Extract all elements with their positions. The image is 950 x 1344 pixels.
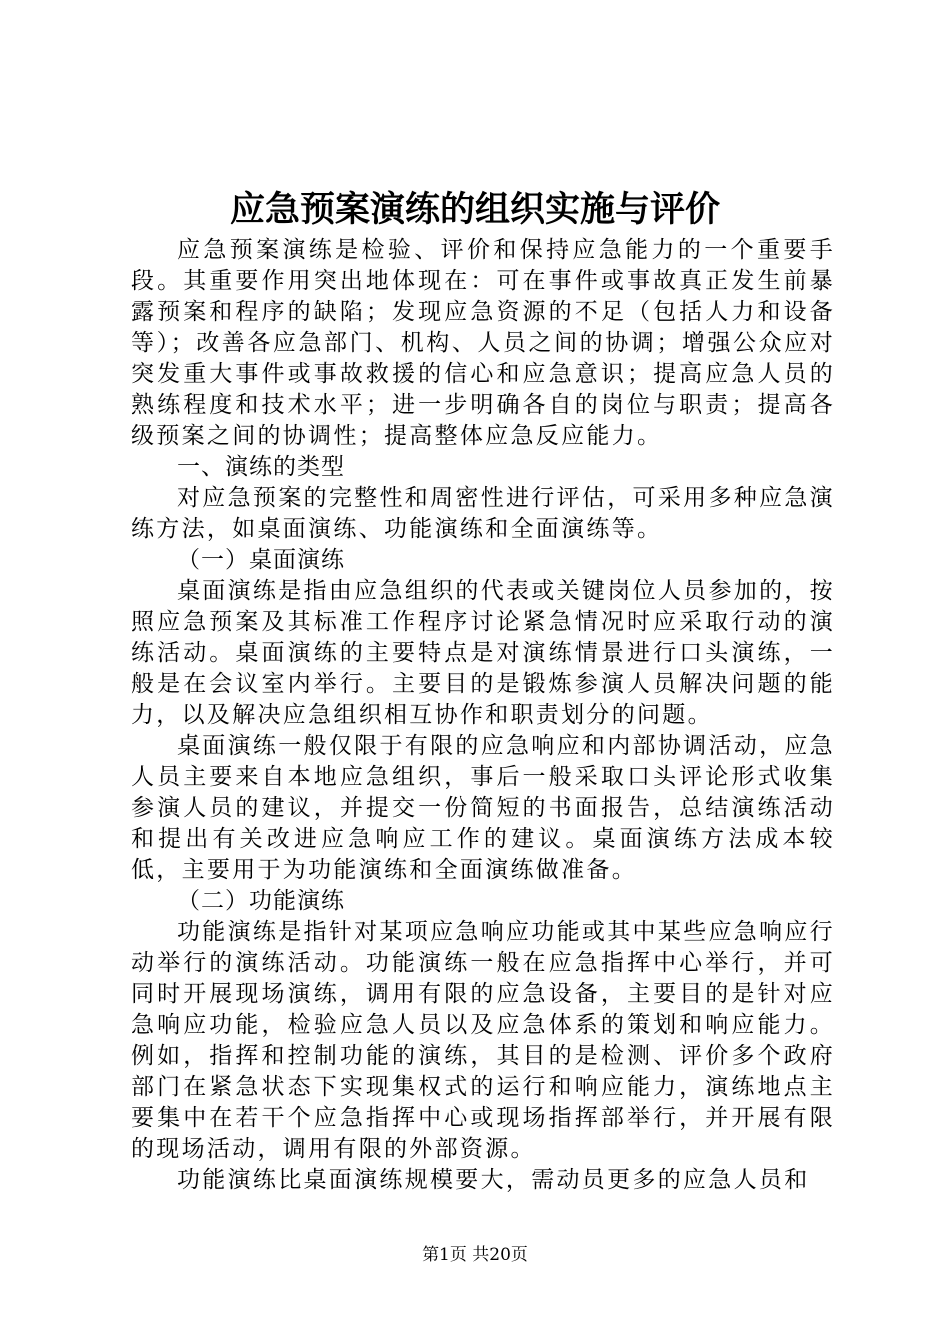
subsection-heading: （二）功能演练 bbox=[177, 888, 345, 914]
document-body bbox=[131, 235, 835, 1196]
subsection-heading: （一）桌面演练 bbox=[177, 547, 345, 573]
paragraph: 功能演练比桌面演练规模要大，需动员更多的应急人员和 bbox=[177, 1167, 810, 1193]
document-title: 应急预案演练的组织实施与评价 bbox=[229, 189, 720, 230]
paragraph: 功能演练是指针对某项应急响应功能或其中某些应急响应行动举行的演练活动。功能演练一般在应急指挥中心举行，并可同时开展现场演练，调用有限的应急设备，主要目的是针对应急响应功能，检验应急人员以及应急体系的策划和响应能力。例如，指挥和控制功能的演练，其目的是检测、评价多个政府部门在紧急状态下实现集权式的运行和响应能力，演练地点主要集中在若干个应急指挥中心或现场指挥部举行，并开展有限的现场活动，调用有限的外部资源。 bbox=[131, 919, 835, 1162]
paragraph: 对应急预案的完整性和周密性进行评估，可采用多种应急演练方法，如桌面演练、功能演练和全面演练等。 bbox=[131, 485, 835, 542]
paragraph: 应急预案演练是检验、评价和保持应急能力的一个重要手段。其重要作用突出地体现在：可在事件或事故真正发生前暴露预案和程序的缺陷；发现应急资源的不足（包括人力和设备等）；改善各应急部门、机构、人员之间的协调；增强公众应对突发重大事件或事故救援的信心和应急意识；提高应急人员的熟练程度和技术水平；进一步明确各自的岗位与职责；提高各级预案之间的协调性；提高整体应急反应能力。 bbox=[131, 237, 835, 449]
paragraph: 桌面演练一般仅限于有限的应急响应和内部协调活动，应急人员主要来自本地应急组织，事后一般采取口头评论形式收集参演人员的建议，并提交一份简短的书面报告，总结演练活动和提出有关改进应急响应工作的建议。桌面演练方法成本较低，主要用于为功能演练和全面演练做准备。 bbox=[131, 733, 835, 883]
page-number-footer: 第1页 共20页 bbox=[422, 1245, 528, 1265]
paragraph: 桌面演练是指由应急组织的代表或关键岗位人员参加的，按照应急预案及其标准工作程序讨论紧急情况时应采取行动的演练活动。桌面演练的主要特点是对演练情景进行口头演练，一般是在会议室内举行。主要目的是锻炼参演人员解决问题的能力，以及解决应急组织相互协作和职责划分的问题。 bbox=[131, 578, 835, 728]
section-heading: 一、演练的类型 bbox=[177, 454, 345, 480]
